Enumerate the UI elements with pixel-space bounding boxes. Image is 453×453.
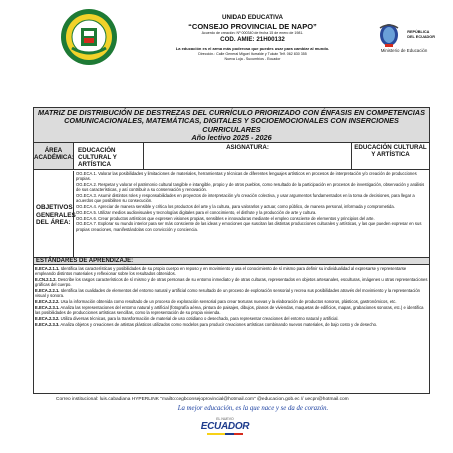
header-line-1: UNIDAD EDUCATIVA bbox=[222, 14, 283, 21]
area-value: EDUCACIÓN CULTURAL Y ARTÍSTICA bbox=[74, 143, 144, 169]
ecuador-logo-text: ECUADOR bbox=[200, 421, 250, 432]
school-motto: La educación es el arma más poderosa que puedes usar para cambiar al mundo. bbox=[175, 46, 330, 51]
title-line-2: COMUNICACIONALES, MATEMÁTICAS, DIGITALES Y SOCIOEMOCIONALES CON INSERCIONES CURRICULARES bbox=[64, 116, 399, 134]
objective-item: OG.ECA.5. Utilizar medios audiovisuales y tecnologías digitales para el conocimiento, el disfrute y la producción de arte y cultura. bbox=[76, 209, 317, 215]
ecuador-logo-small: EL NUEVO bbox=[216, 417, 234, 421]
coat-of-arms-icon bbox=[376, 22, 402, 48]
standard-code: E.ECA.2.2.1. bbox=[35, 288, 60, 293]
objective-item: OG.ECA.1. Valorar las posibilidades y limitaciones de materiales, herramientas y técnicas de diferentes lenguajes artísticos en procesos de interpretación y/o creación de producciones propias. bbox=[76, 171, 417, 182]
standard-code: E.ECA.2.3.2. bbox=[35, 315, 60, 321]
standard-code: E.CN.2.1.2. bbox=[35, 277, 57, 282]
title-line-1: MATRIZ DE DISTRIBUCIÓN DE DESTREZAS DEL CURRÍCULO PRIORIZADO CON ÉNFASIS EN COMPETENCIAS bbox=[38, 108, 425, 117]
standards-list bbox=[35, 266, 428, 327]
footer-slogan: La mejor educación, es la que nace y se da de corazón. bbox=[177, 405, 329, 412]
school-location: Nueva Loja - Sucumbíos - Ecuador bbox=[224, 57, 281, 61]
school-name: “CONSEJO PROVINCIAL DE NAPO” bbox=[188, 22, 317, 31]
objective-item: OG.ECA.7. Explorar su mundo interior para ser más consciente de las ideas y emociones que suscitan las distintas producciones culturales y artísticas, y las que pueden expresar en sus propias creaciones, manifestándolas con convicción y conciencia. bbox=[76, 221, 422, 232]
objective-item: OG.ECA.3. Asumir distintos roles y responsabilidades en proyectos de interpretación y/o creación colectiva, y usar argumentos fundamentados en la toma de decisiones, para llegar a acuerdos que posibiliten su consecución. bbox=[76, 193, 415, 204]
standard-item bbox=[35, 288, 428, 298]
standard-item bbox=[35, 299, 428, 304]
subject-value: EDUCACIÓN CULTURAL Y ARTÍSTICA bbox=[354, 144, 427, 158]
amie-code: COD. AMIE: 21H00132 bbox=[220, 36, 285, 43]
standard-text: Describe los rasgos característicos de sí mismo y de otras personas de su entorno inmediato y de otras culturas, representados en objetos artesanales, esculturas, imágenes u otras representaciones gráficas del cuerpo. bbox=[35, 277, 428, 288]
objective-item: OG.ECA.4. Apreciar de manera sensible y crítica los productos del arte y la cultura, para valorarlos y actuar, como público, de manera personal, informada y comprometida. bbox=[76, 204, 395, 209]
objectives-list bbox=[76, 171, 428, 232]
ecuador-logo bbox=[200, 417, 250, 445]
area-label: ÁREA ACADÉMICA: bbox=[34, 143, 74, 169]
flag-stripe-icon bbox=[207, 433, 243, 435]
standard-text: Analiza las representaciones del entorno natural y artificial (fotografía aérea, pintura de paisajes, dibujos, planos de viviendas, maquetas de edificios, mapas, grabaciones sonoras, etc.) e identifica las posibilidades de producciones artísticas sencillas, como la representación de su propia vivienda. bbox=[35, 304, 424, 315]
standard-text: Utiliza diversas técnicas, para la transformación de material de uso cotidiano o desechado, para representar creaciones del entorno natural y artificial. bbox=[59, 315, 339, 321]
republic-label-2: DEL ECUADOR bbox=[407, 35, 435, 39]
matrix-title bbox=[34, 108, 429, 142]
standard-text: Usa la información obtenida como resultado de un proceso de exploración sensorial para crear texturas nuevas y la elaboración de productos sonoros, plásticos, gastronómicos, etc. bbox=[59, 299, 397, 304]
standard-item bbox=[35, 305, 428, 315]
standard-text: Analiza objetos y creaciones de artistas plásticos utilizados como modelos para producir creaciones artísticas combinando nuevos materiales, de bajo costo y de desecho. bbox=[59, 321, 378, 327]
standard-code: E.ECA.2.3.3. bbox=[35, 321, 60, 327]
objective-item: OG.ECA.2. Respetar y valorar el patrimonio cultural tangible e intangible, propio y de otros pueblos, como resultado de la participación en procesos de investigación, observación y análisis de sus características, y así contribuir a su conservación y renovación. bbox=[76, 182, 425, 193]
standard-code: E.ECA.2.1.1. bbox=[35, 266, 60, 271]
standard-code: E.ECA.2.3.1. bbox=[35, 304, 60, 310]
school-logo bbox=[60, 8, 118, 66]
subject-label: ASIGNATURA: bbox=[144, 143, 352, 169]
standards-label: ESTÁNDARES DE APRENDIZAJE: bbox=[34, 257, 429, 265]
standard-item bbox=[35, 322, 428, 327]
standard-code: E.ECA.2.2.2. bbox=[35, 299, 60, 304]
creation-agreement: Acuerdo de creación: Nº 000340 de fecha 15 de enero de 1981. bbox=[201, 31, 304, 35]
standard-item bbox=[35, 316, 428, 321]
standard-item bbox=[35, 266, 428, 276]
standard-item bbox=[35, 277, 428, 287]
footer-contact: Correo institucional: luis.cabadiana HYPERLINK "mailto:cegbconsejoprovincial@hotmail.com" @educacion.gob.ec // uecpn@hotmail.com bbox=[56, 397, 349, 402]
school-year: Año lectivo 2025 - 2026 bbox=[191, 133, 272, 143]
school-address: Dirección.: Calle General Miguel Iturralde y Tulcán Telf. 062 830 355 bbox=[198, 52, 307, 56]
standard-text: Identifica las cualidades de elementos del entorno natural y artificial como resultado de un proceso de exploración sensorial y recrea sus posibilidades através del movimiento y la representación visual y sonora. bbox=[35, 288, 421, 299]
objective-item: OG.ECA.6. Crear productos artísticos que expresen visiones propias, sensibles e innovadoras mediante el empleo consciente de elementos y principios del arte. bbox=[76, 215, 375, 221]
republic-label-1: REPÚBLICA bbox=[407, 30, 430, 34]
objectives-label: OBJETIVOS GENERALES DEL ÁREA: bbox=[34, 171, 74, 257]
area-row bbox=[34, 142, 429, 170]
standard-text: Identifica las características y posibilidades de su propio cuerpo en reposo y en movimiento y usa el conocimiento de sí mismo para definir su individualidad al expresarse y representarse empleando distintos materiales y reflexionar sobre los resultados obtenidos. bbox=[35, 266, 407, 277]
ministry-logo bbox=[373, 22, 435, 54]
school-header bbox=[140, 14, 365, 62]
ministry-label: Ministerio de Educación bbox=[380, 48, 428, 53]
